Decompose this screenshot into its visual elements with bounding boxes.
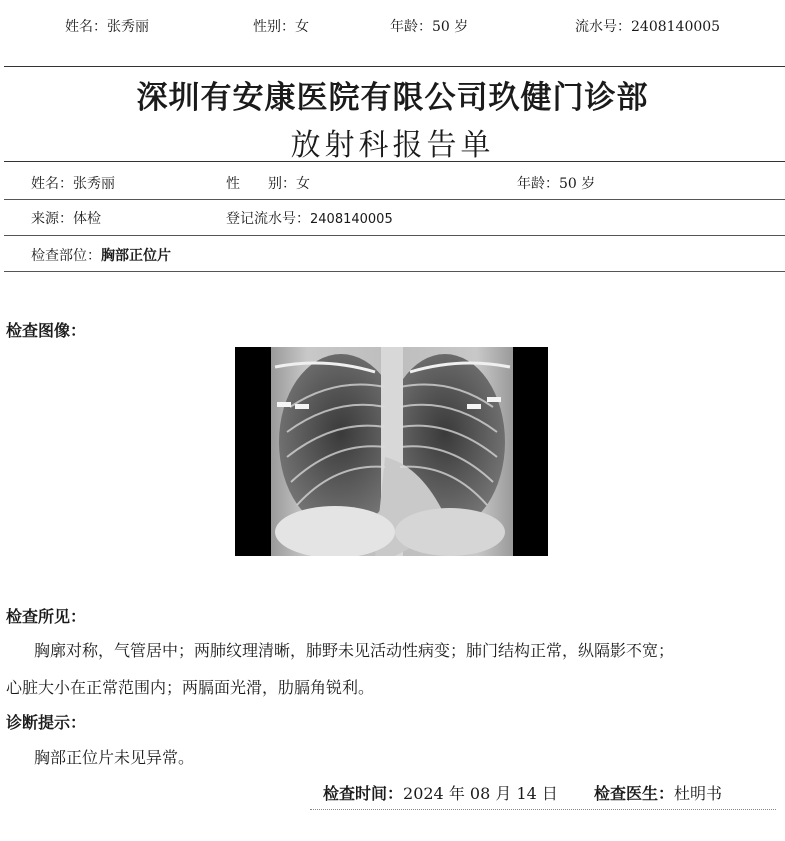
summary-serial: 流水号：2408140005 xyxy=(575,19,721,35)
exam-part-label: 检查部位： xyxy=(31,248,101,264)
findings-title: 检查所见： xyxy=(6,607,87,626)
age-value: 50 岁 xyxy=(559,176,596,192)
xray-illustration xyxy=(235,347,548,556)
hospital-title: 深圳有安康医院有限公司玖健门诊部 xyxy=(136,80,649,116)
diagnosis-text: 胸部正位片未见异常。 xyxy=(34,748,195,767)
gender-value: 女 xyxy=(296,176,310,192)
info-gender xyxy=(226,173,310,193)
info-age xyxy=(517,173,595,193)
exam-time-label: 检查时间： xyxy=(323,784,404,803)
report-title: 放射科报告单 xyxy=(290,128,495,163)
gender-label: 性 别： xyxy=(226,176,296,192)
summary-gender: 性别：女 xyxy=(253,19,309,35)
findings-line-1: 胸廓对称，气管居中；两肺纹理清晰，肺野未见活动性病变；肺门结构正常，纵隔影不宽； xyxy=(34,641,675,660)
info-row-divider-1 xyxy=(4,199,785,200)
diagnosis-title: 诊断提示： xyxy=(6,713,87,732)
source-label: 来源： xyxy=(31,211,73,227)
exam-part-value: 胸部正位片 xyxy=(101,248,171,264)
info-exam-part xyxy=(31,245,171,265)
info-bottom-divider xyxy=(4,271,785,272)
age-label: 年龄： xyxy=(517,176,559,192)
registration-value: 2408140005 xyxy=(310,212,393,227)
patient-summary-line xyxy=(0,16,785,36)
exam-doctor-value: 杜明书 xyxy=(674,784,723,803)
info-top-divider xyxy=(4,161,785,162)
info-registration xyxy=(226,208,393,228)
info-row-divider-2 xyxy=(4,235,785,236)
exam-time-value: 2024 年 08 月 14 日 xyxy=(403,784,558,803)
exam-doctor xyxy=(594,781,722,804)
exam-doctor-label: 检查医生： xyxy=(594,784,675,803)
registration-label: 登记流水号： xyxy=(226,211,310,227)
chest-xray-image xyxy=(235,347,548,556)
findings-line-2: 心脏大小在正常范围内；两膈面光滑，肋膈角锐利。 xyxy=(6,678,375,697)
info-source xyxy=(31,208,101,228)
info-name xyxy=(31,173,115,193)
summary-name: 姓名：张秀丽 xyxy=(65,19,149,35)
exam-time xyxy=(323,781,558,804)
footer-dotted-line xyxy=(310,809,776,810)
name-value: 张秀丽 xyxy=(73,176,115,192)
source-value: 体检 xyxy=(73,211,101,227)
header-divider xyxy=(4,66,785,67)
summary-age: 年龄：50 岁 xyxy=(390,19,469,35)
image-section-title: 检查图像： xyxy=(6,321,87,340)
name-label: 姓名： xyxy=(31,176,73,192)
